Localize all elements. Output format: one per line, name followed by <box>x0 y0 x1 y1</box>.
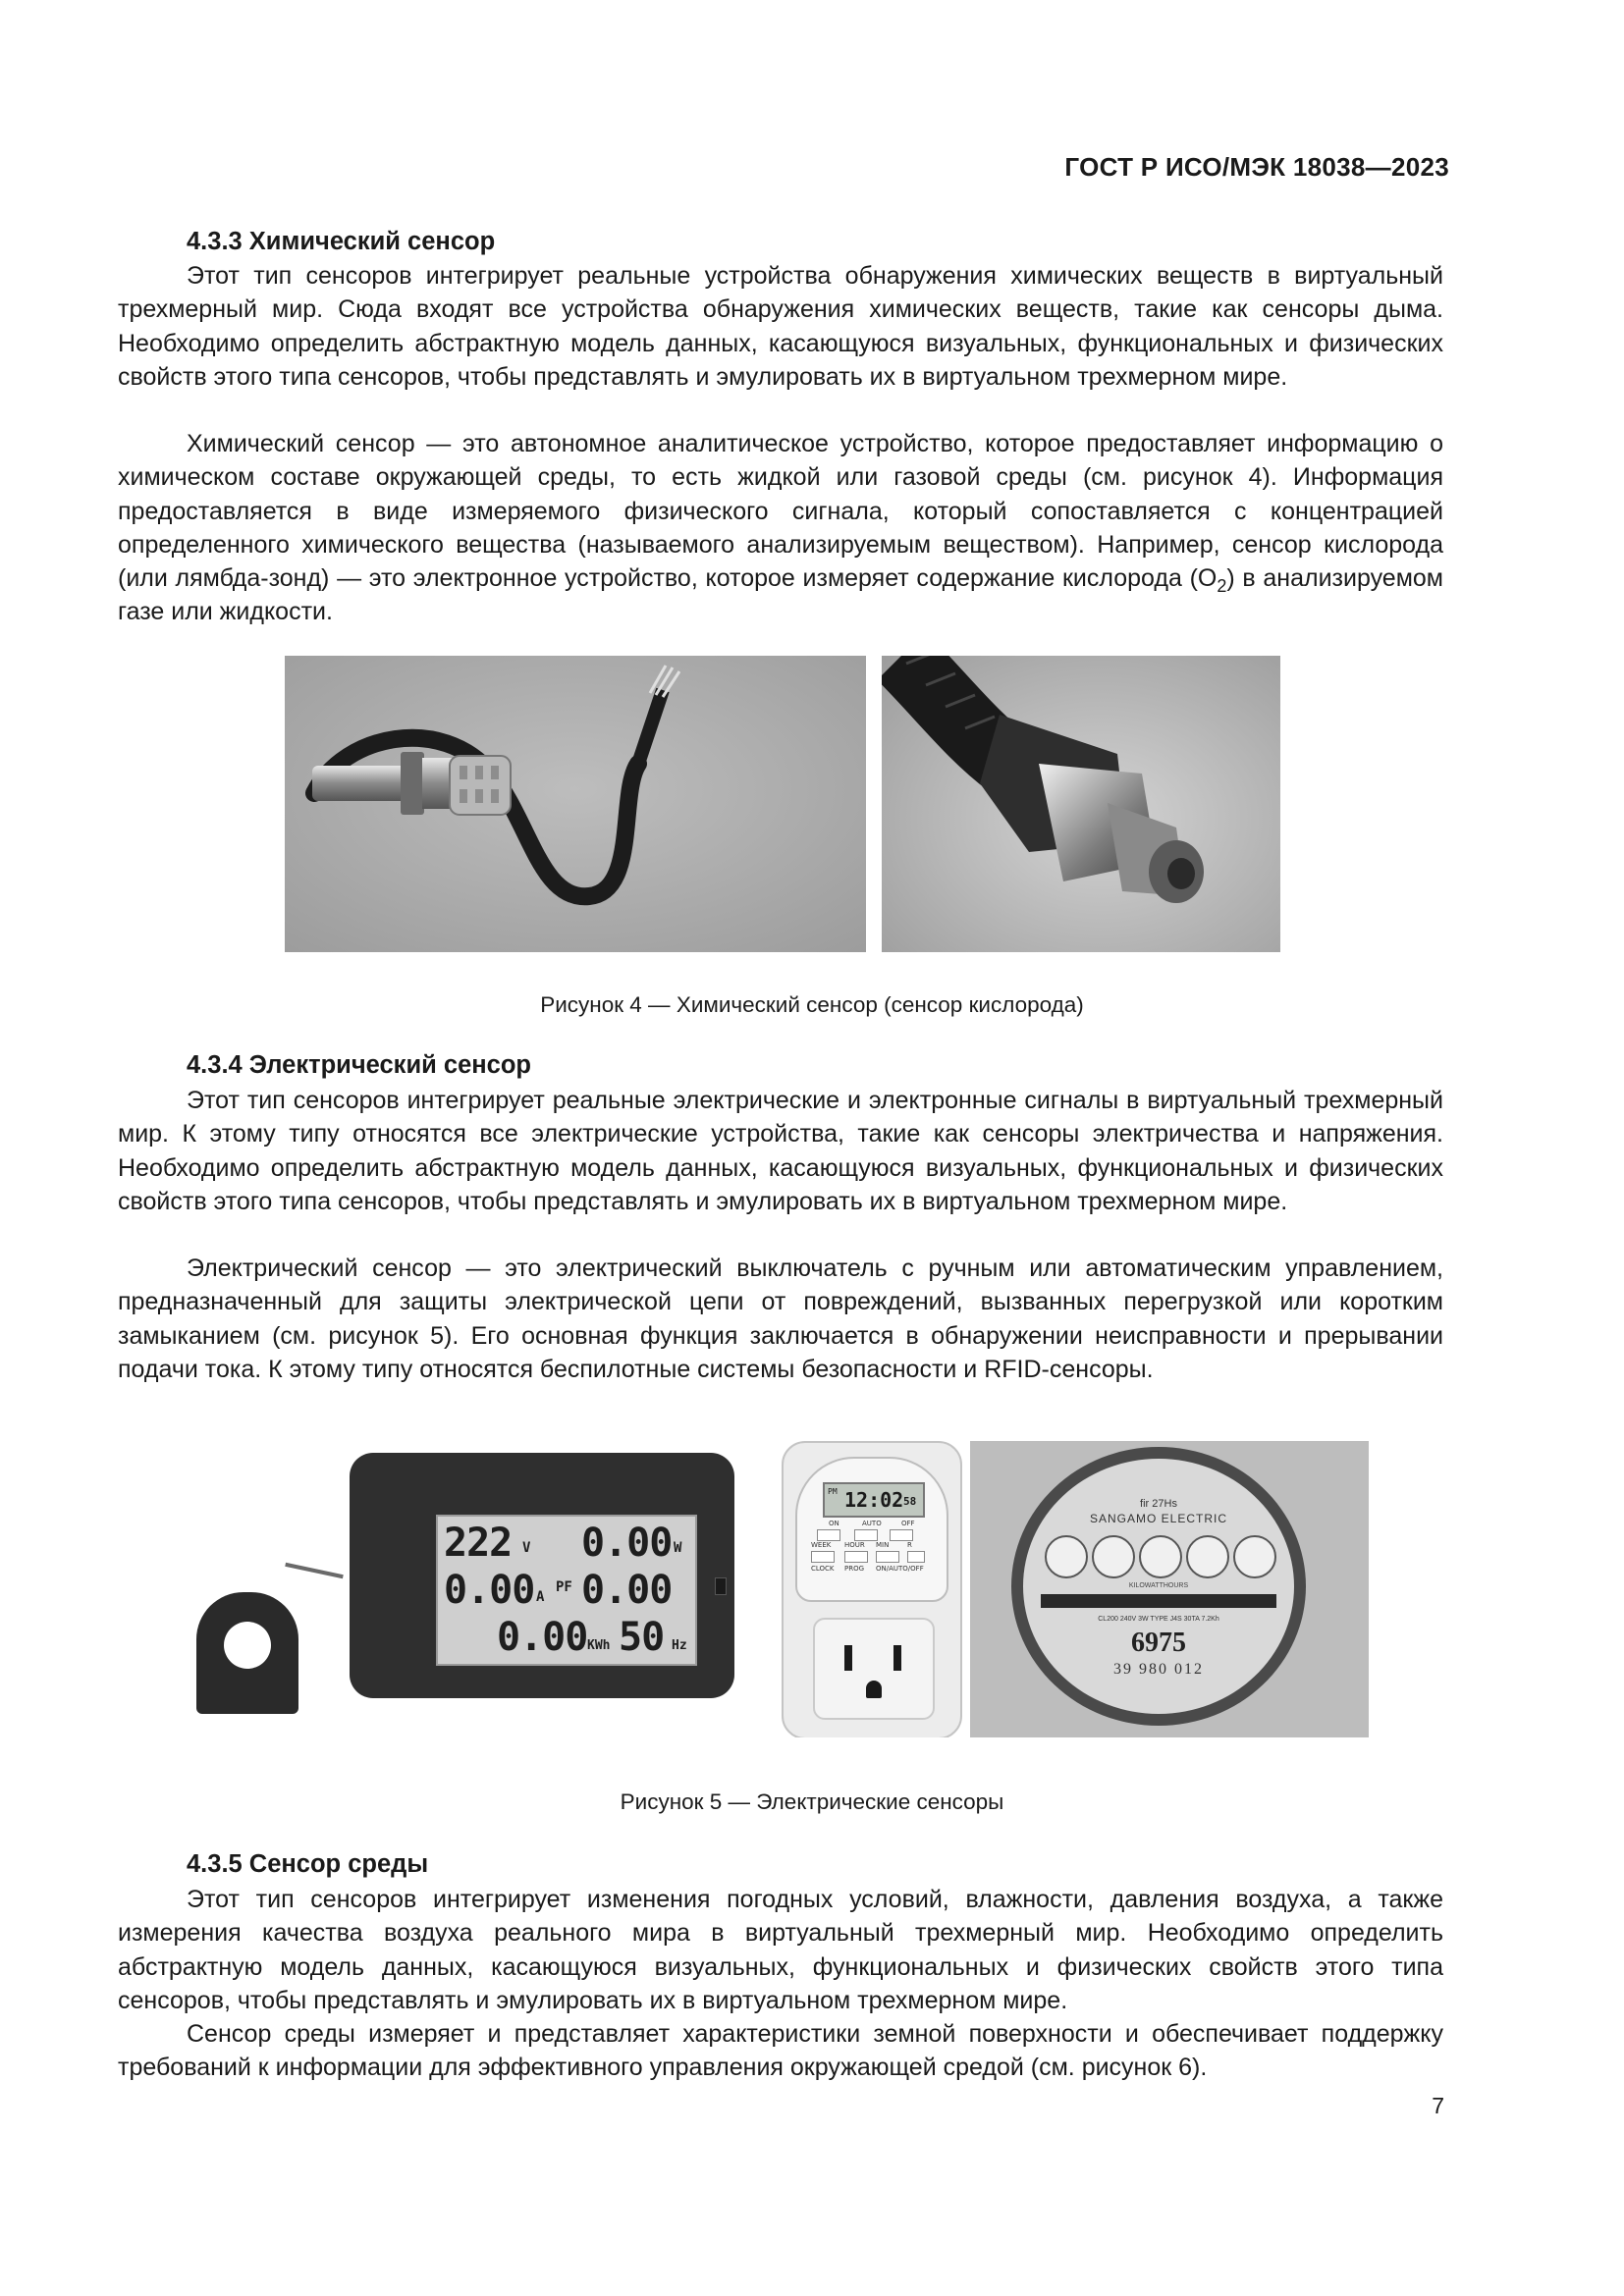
plug-timer-photo <box>778 1441 964 1737</box>
timer-label-rnd: R <box>907 1541 912 1549</box>
frequency-value: 50 <box>619 1615 665 1660</box>
meter-number: 6975 <box>1131 1628 1186 1658</box>
meter-model: fir 27Hs <box>1140 1498 1177 1510</box>
energy-unit: KWh <box>587 1638 611 1653</box>
paragraph-4-3-3-2 <box>118 427 1443 629</box>
figure-5-caption: Рисунок 5 — Электрические сенсоры <box>620 1789 1004 1814</box>
oxygen-sensor-photo <box>285 656 866 952</box>
figure-4-caption: Рисунок 4 — Химический сенсор (сенсор кислорода) <box>540 992 1084 1017</box>
meter-brand: SANGAMO ELECTRIC <box>1089 1512 1228 1525</box>
paragraph-text-end: ) в анализируемом газе или жидкости. <box>118 564 1443 626</box>
current-value: 0.00 <box>444 1568 535 1613</box>
meter-face <box>1023 1459 1294 1714</box>
page-number: 7 <box>1432 2093 1444 2118</box>
paragraph-4-3-4-2: Электрический сенсор — это электрический выключатель с ручным или автоматическим управлением, предназначенный для защиты электрической цепи от повреждений, вызванных перегрузкой или коротким замыканием (см. рисунок 5). Его основная функция заключается в обнаружении неисправности и прерывании подачи тока. К этому типу относятся беспилотные системы безопасности и RFID-сенсоры. <box>118 1255 1443 1383</box>
timer-outlet <box>813 1618 935 1720</box>
timer-label-on: ON <box>829 1520 839 1527</box>
meter-rating: CL200 240V 3W TYPE J4S 30TA 7.2Kh <box>1098 1616 1219 1623</box>
voltage-value: 222 <box>444 1521 513 1566</box>
power-value: 0.00 <box>581 1521 673 1566</box>
timer-label-auto: AUTO <box>862 1520 882 1527</box>
paragraph-4-3-4-1: Этот тип сенсоров интегрирует реальные электрические и электронные сигналы в виртуальный трехмерный мир. К этому типу относятся все электрические устройства, такие как сенсоры электричества и напряжения. Необходимо определить абстрактную модель данных, касающуюся визуальных, функциональных и физических свойств этого типа сенсоров, чтобы представлять и эмулировать их в виртуальном трехмерном мире. <box>118 1087 1443 1215</box>
timer-label-clock: CLOCK <box>811 1565 835 1573</box>
timer-label-ondst: ON/AUTO/OFF <box>876 1565 924 1573</box>
timer-seconds: 58 <box>903 1495 917 1508</box>
meter-display <box>436 1515 697 1666</box>
timer-label-off: OFF <box>901 1520 915 1527</box>
timer-display <box>823 1482 925 1518</box>
paragraph-4-3-5-1: Этот тип сенсоров интегрирует изменения погодных условий, влажности, давления воздуха, а также измерения качества воздуха реального мира в виртуальный трехмерный мир. Необходимо определить абстрактную модель данных, касающуюся визуальных, функциональных и физических свойств этого типа сенсоров, чтобы представлять и эмулировать их в виртуальном трехмерном мире. <box>118 1886 1443 2014</box>
timer-label-prog: PROG <box>844 1565 865 1573</box>
voltage-unit: V <box>522 1540 531 1556</box>
meter-kwh-label: KILOWATTHOURS <box>1128 1582 1189 1589</box>
current-transformer <box>196 1592 298 1714</box>
standard-header: ГОСТ Р ИСО/МЭК 18038—2023 <box>1064 152 1449 182</box>
pf-label: PF <box>556 1579 572 1595</box>
energy-value: 0.00 <box>497 1615 588 1660</box>
meter-body <box>350 1453 734 1698</box>
section-heading-4-3-4: 4.3.4 Электрический сенсор <box>187 1051 531 1079</box>
pf-value: 0.00 <box>581 1568 673 1613</box>
frequency-unit: Hz <box>672 1638 687 1653</box>
timer-pm: PM <box>828 1487 838 1496</box>
paragraph-text: Химический сенсор — это автономное аналитическое устройство, которое предоставляет информацию о химическом составе окружающей среды, то есть жидкой или газовой среды (см. рисунок 4). Информация предоставляется в виде измеряемого физического сигнала, который сопоставляется с концентрацией определенного химического вещества (называемого анализируемым веществом). Например, сенсор кислорода (или лямбда-зонд) — это электронное устройство, которое измеряет содержание кислорода (O <box>118 430 1443 593</box>
timer-label-hour: HOUR <box>844 1541 865 1549</box>
timer-time: 12:02 <box>844 1488 904 1512</box>
power-unit: W <box>674 1540 682 1556</box>
utility-meter-photo <box>970 1441 1369 1737</box>
timer-label-min: MIN <box>876 1541 890 1549</box>
section-heading-4-3-5: 4.3.5 Сенсор среды <box>187 1850 429 1878</box>
meter-ring <box>1011 1447 1306 1726</box>
meter-button <box>715 1577 727 1595</box>
power-meter-photo <box>194 1453 776 1737</box>
current-unit: A <box>536 1589 545 1605</box>
paragraph-4-3-5-2: Сенсор среды измеряет и представляет характеристики земной поверхности и обеспечивает поддержку требований к информации для эффективного управления окружающей средой (см. рисунок 6). <box>118 2020 1443 2082</box>
oxygen-sensor-closeup-photo <box>882 656 1280 952</box>
meter-serial: 39 980 012 <box>1113 1661 1204 1678</box>
subscript: 2 <box>1217 576 1227 597</box>
section-heading-4-3-3: 4.3.3 Химический сенсор <box>187 228 496 255</box>
timer-label-week: WEEK <box>811 1541 832 1549</box>
timer-body <box>782 1441 962 1737</box>
paragraph-4-3-3-1: Этот тип сенсоров интегрирует реальные устройства обнаружения химических веществ в виртуальный трехмерный мир. Сюда входят все устройства обнаружения химических веществ, такие как сенсоры дыма. Необходимо определить абстрактную модель данных, касающуюся визуальных, функциональных и физических свойств этого типа сенсоров, чтобы представлять и эмулировать их в виртуальном трехмерном мире. <box>118 262 1443 391</box>
